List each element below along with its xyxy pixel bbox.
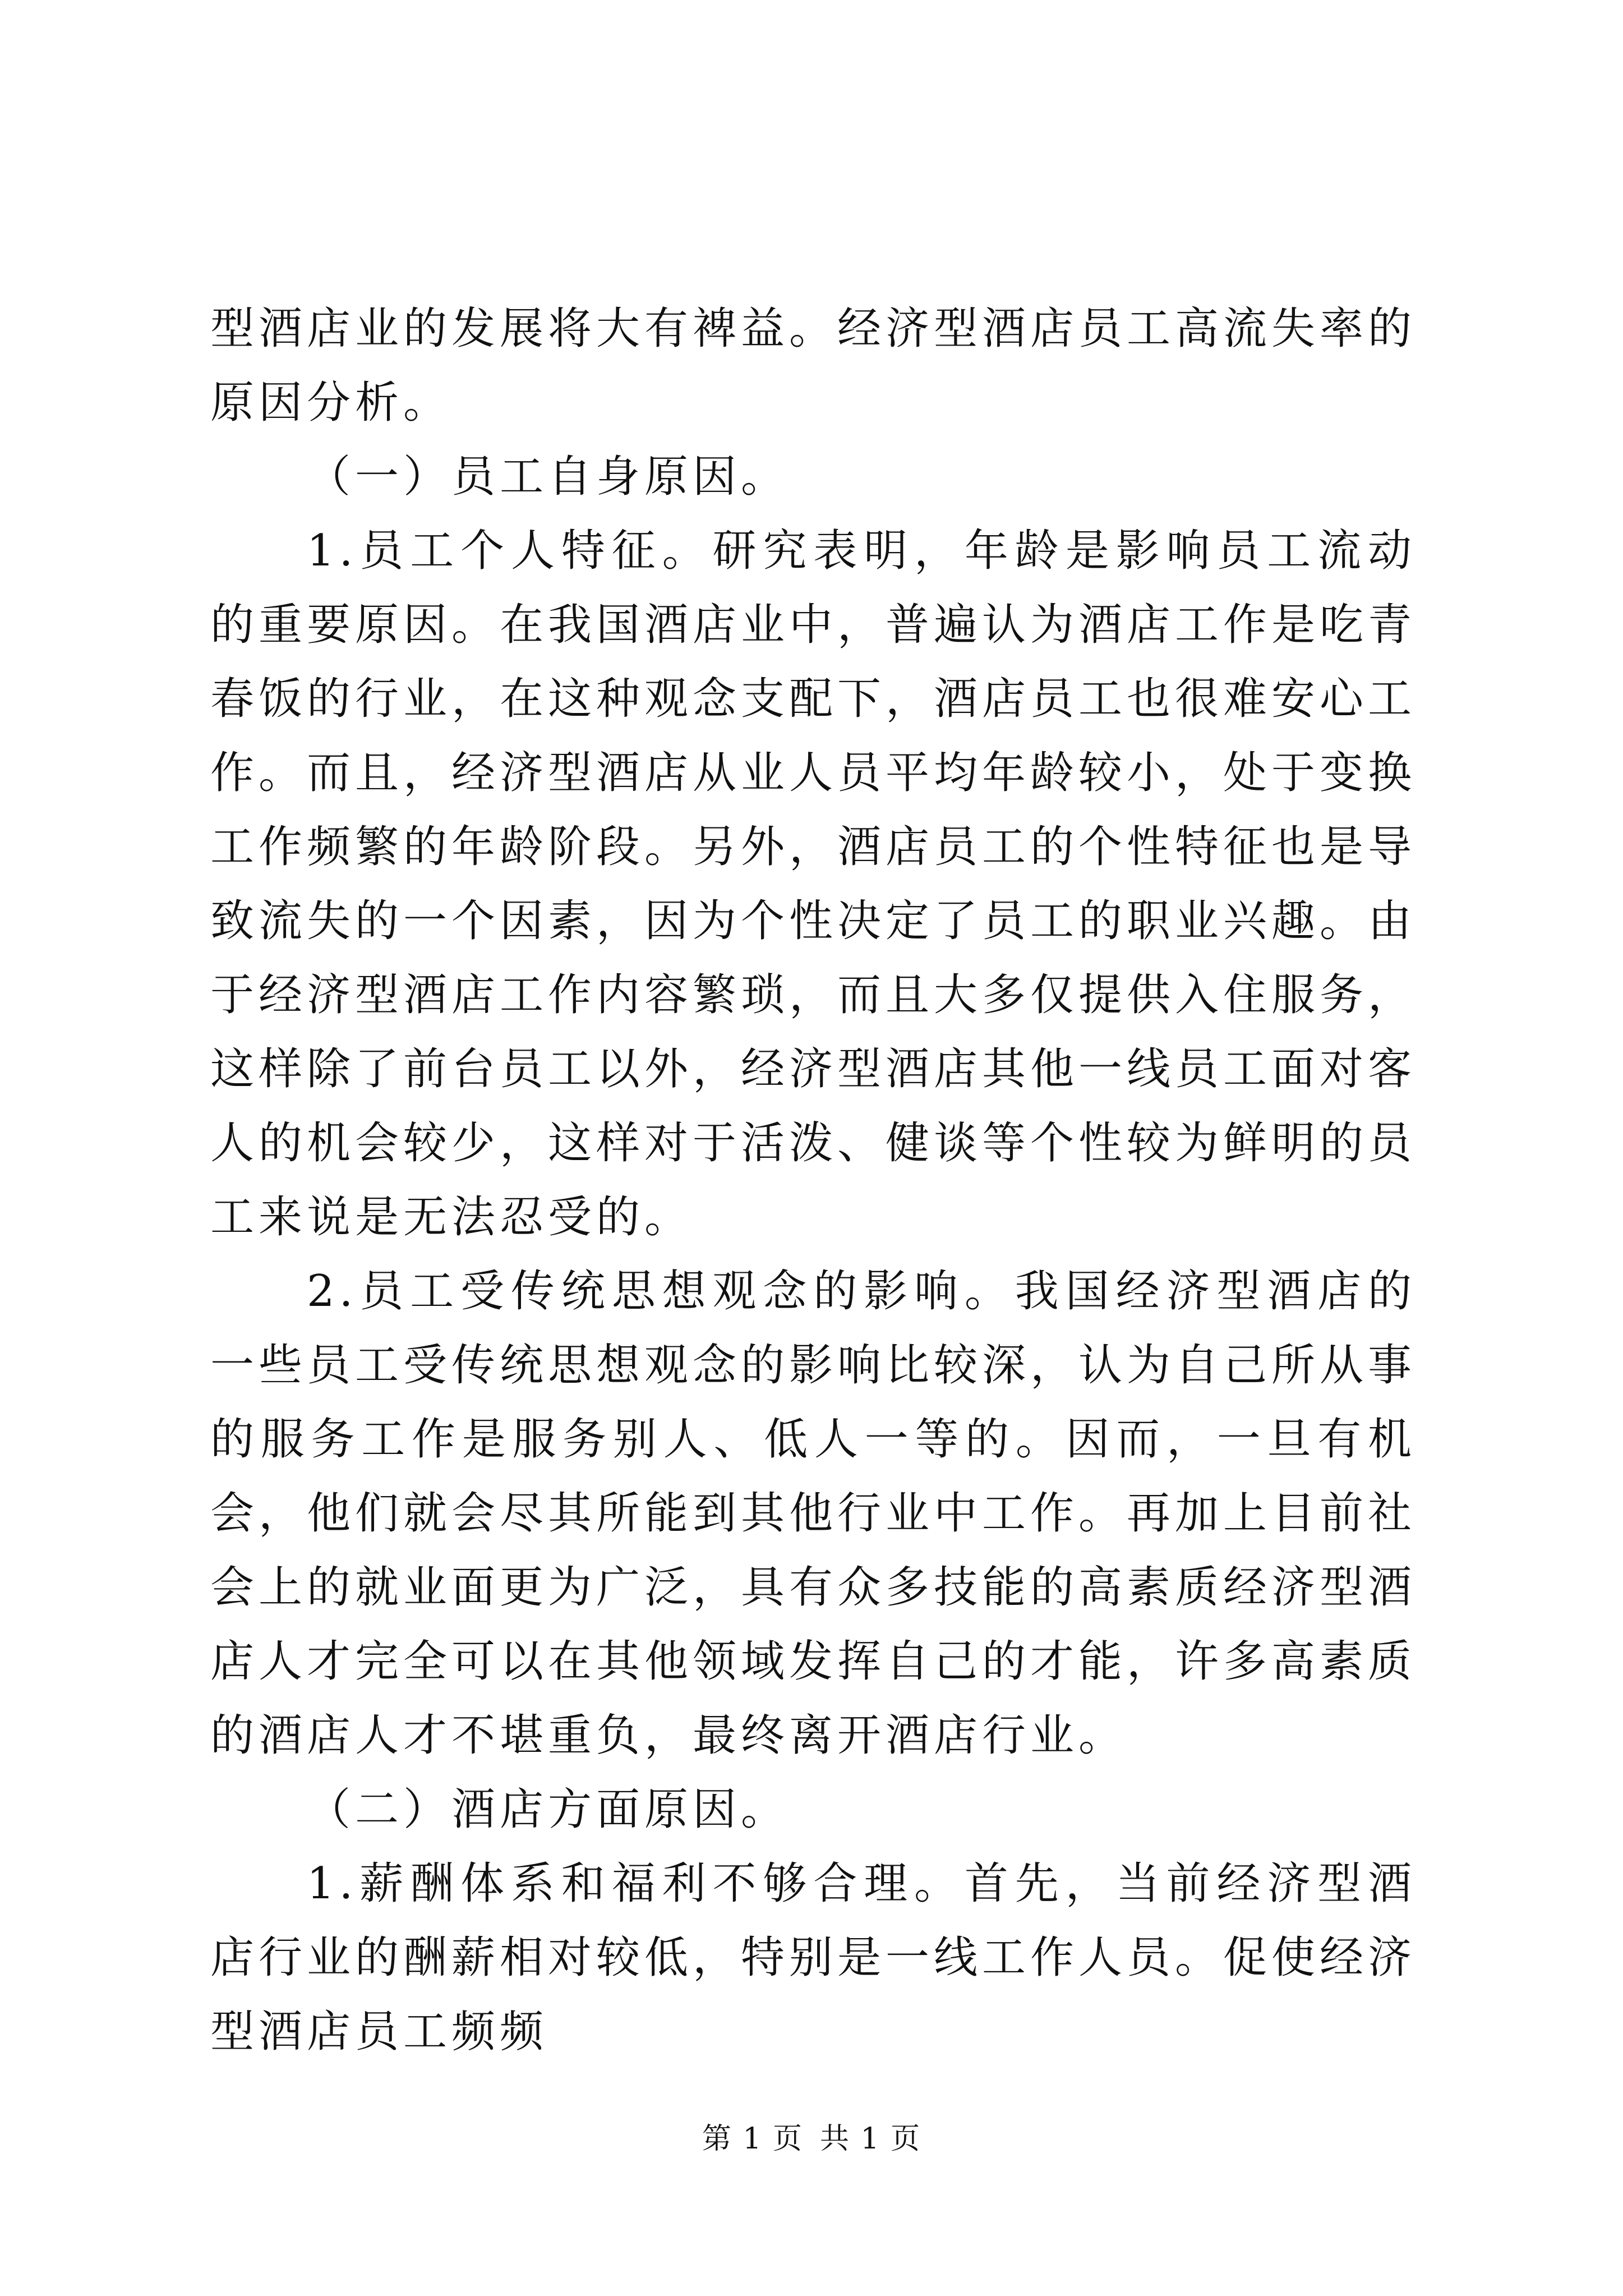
section-heading-1: （一）员工自身原因。 <box>307 452 790 502</box>
section-heading-2: （二）酒店方面原因。 <box>307 1784 790 1835</box>
page-number-current: 第 1 页 <box>702 2122 803 2156</box>
document-body <box>210 292 1416 2069</box>
paragraph-employee-traits: 1.员工个人特征。研究表明，年龄是影响员工流动的重要原因。在我国酒店业中，普遍认为酒店工作是吃青春饭的行业，在这种观念支配下，酒店员工也很难安心工作。而且，经济型酒店从业人员平均年龄较小，处于变换工作频繁的年龄阶段。另外，酒店员工的个性特征也是导致流失的一个因素，因为个性决定了员工的职业兴趣。由于经济型酒店工作内容繁琐，而且大多仅提供入住服务，这样除了前台员工以外，经济型酒店其他一线员工面对客人的机会较少，这样对于活泼、健谈等个性较为鲜明的员工来说是无法忍受的。 <box>210 526 1417 1243</box>
page-number-total: 共 1 页 <box>820 2122 921 2156</box>
paragraph-salary-system: 1.薪酬体系和福利不够合理。首先，当前经济型酒店行业的酬薪相对较低，特别是一线工作人员。促使经济型酒店员工频频 <box>210 1858 1417 2057</box>
page-footer <box>0 2115 1623 2157</box>
paragraph-traditional-views: 2.员工受传统思想观念的影响。我国经济型酒店的一些员工受传统思想观念的影响比较深，认为自己所从事的服务工作是服务别人、低人一等的。因而，一旦有机会，他们就会尽其所能到其他行业中工作。再加上目前社会上的就业面更为广泛，具有众多技能的高素质经济型酒店人才完全可以在其他领域发挥自己的才能，许多高素质的酒店人才不堪重负，最终离开酒店行业。 <box>210 1266 1417 1761</box>
paragraph-intro: 型酒店业的发展将大有裨益。经济型酒店员工高流失率的原因分析。 <box>210 303 1417 428</box>
